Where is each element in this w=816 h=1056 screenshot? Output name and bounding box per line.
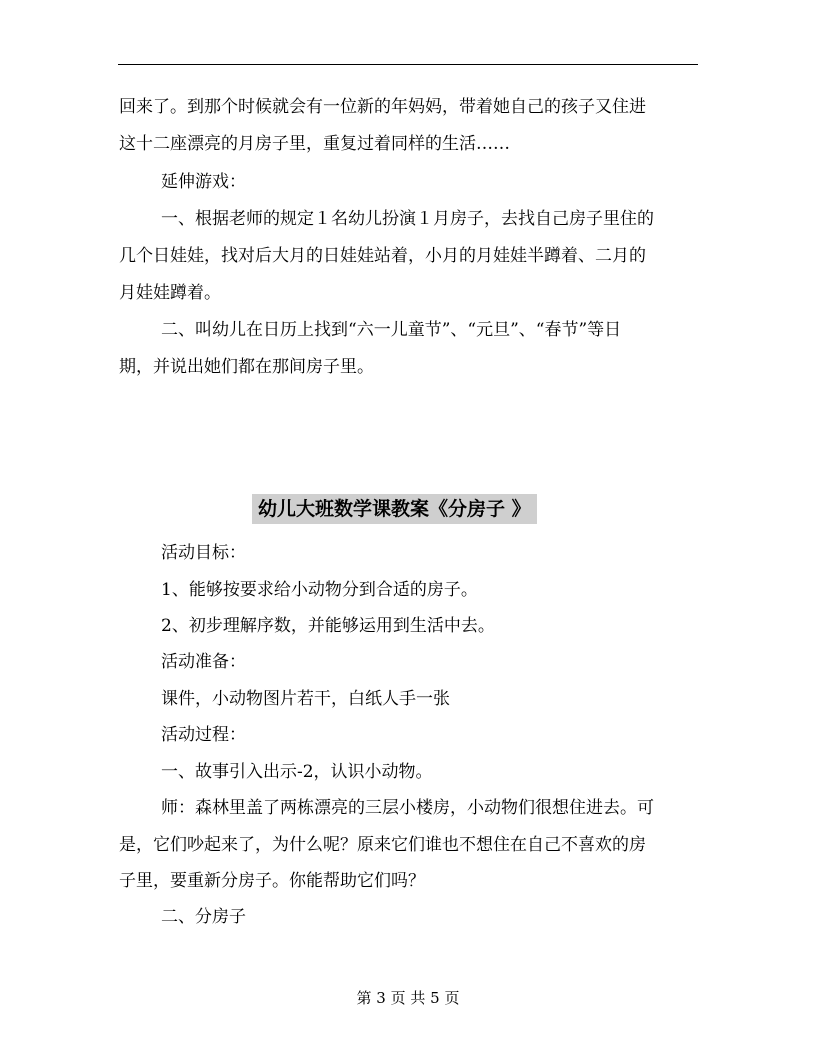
section-heading: 延伸游戏：	[161, 172, 246, 192]
page-footer: 第 3 页 共 5 页	[356, 989, 460, 1007]
body-line: 月娃娃蹲着。	[119, 283, 221, 303]
section-heading: 二、分房子	[161, 907, 246, 927]
body-line: 期，并说出她们都在那间房子里。	[119, 357, 374, 377]
body-line: 二、叫幼儿在日历上找到“六一儿童节”、“元旦”、“春节”等日	[161, 320, 622, 340]
body-line: 这十二座漂亮的月房子里，重复过着同样的生活……	[119, 134, 510, 154]
body-line: 课件，小动物图片若干，白纸人手一张	[161, 689, 450, 709]
body-line: 是，它们吵起来了，为什么呢？原来它们谁也不想住在自己不喜欢的房	[119, 835, 646, 855]
section-heading: 活动准备：	[161, 652, 246, 672]
body-line: 一、根据老师的规定１名幼儿扮演１月房子，去找自己房子里住的	[161, 209, 654, 229]
body-line: 几个日娃娃，找对后大月的日娃娃站着，小月的月娃娃半蹲着、二月的	[119, 246, 646, 266]
header-rule	[118, 64, 698, 65]
body-line: 2、初步理解序数，并能够运用到生活中去。	[161, 616, 495, 636]
body-line: 子里，要重新分房子。你能帮助它们吗？	[119, 871, 425, 891]
section-heading: 活动目标：	[161, 543, 246, 563]
body-line: 1、能够按要求给小动物分到合适的房子。	[161, 580, 478, 600]
document-title: 幼儿大班数学课教案《分房子 》	[252, 494, 537, 524]
section-heading: 活动过程：	[161, 725, 246, 745]
body-line: 回来了。到那个时候就会有一位新的年妈妈，带着她自己的孩子又住进	[119, 97, 646, 117]
body-line: 师：森林里盖了两栋漂亮的三层小楼房，小动物们很想住进去。可	[161, 798, 654, 818]
body-line: 一、故事引入出示-2，认识小动物。	[161, 762, 433, 782]
